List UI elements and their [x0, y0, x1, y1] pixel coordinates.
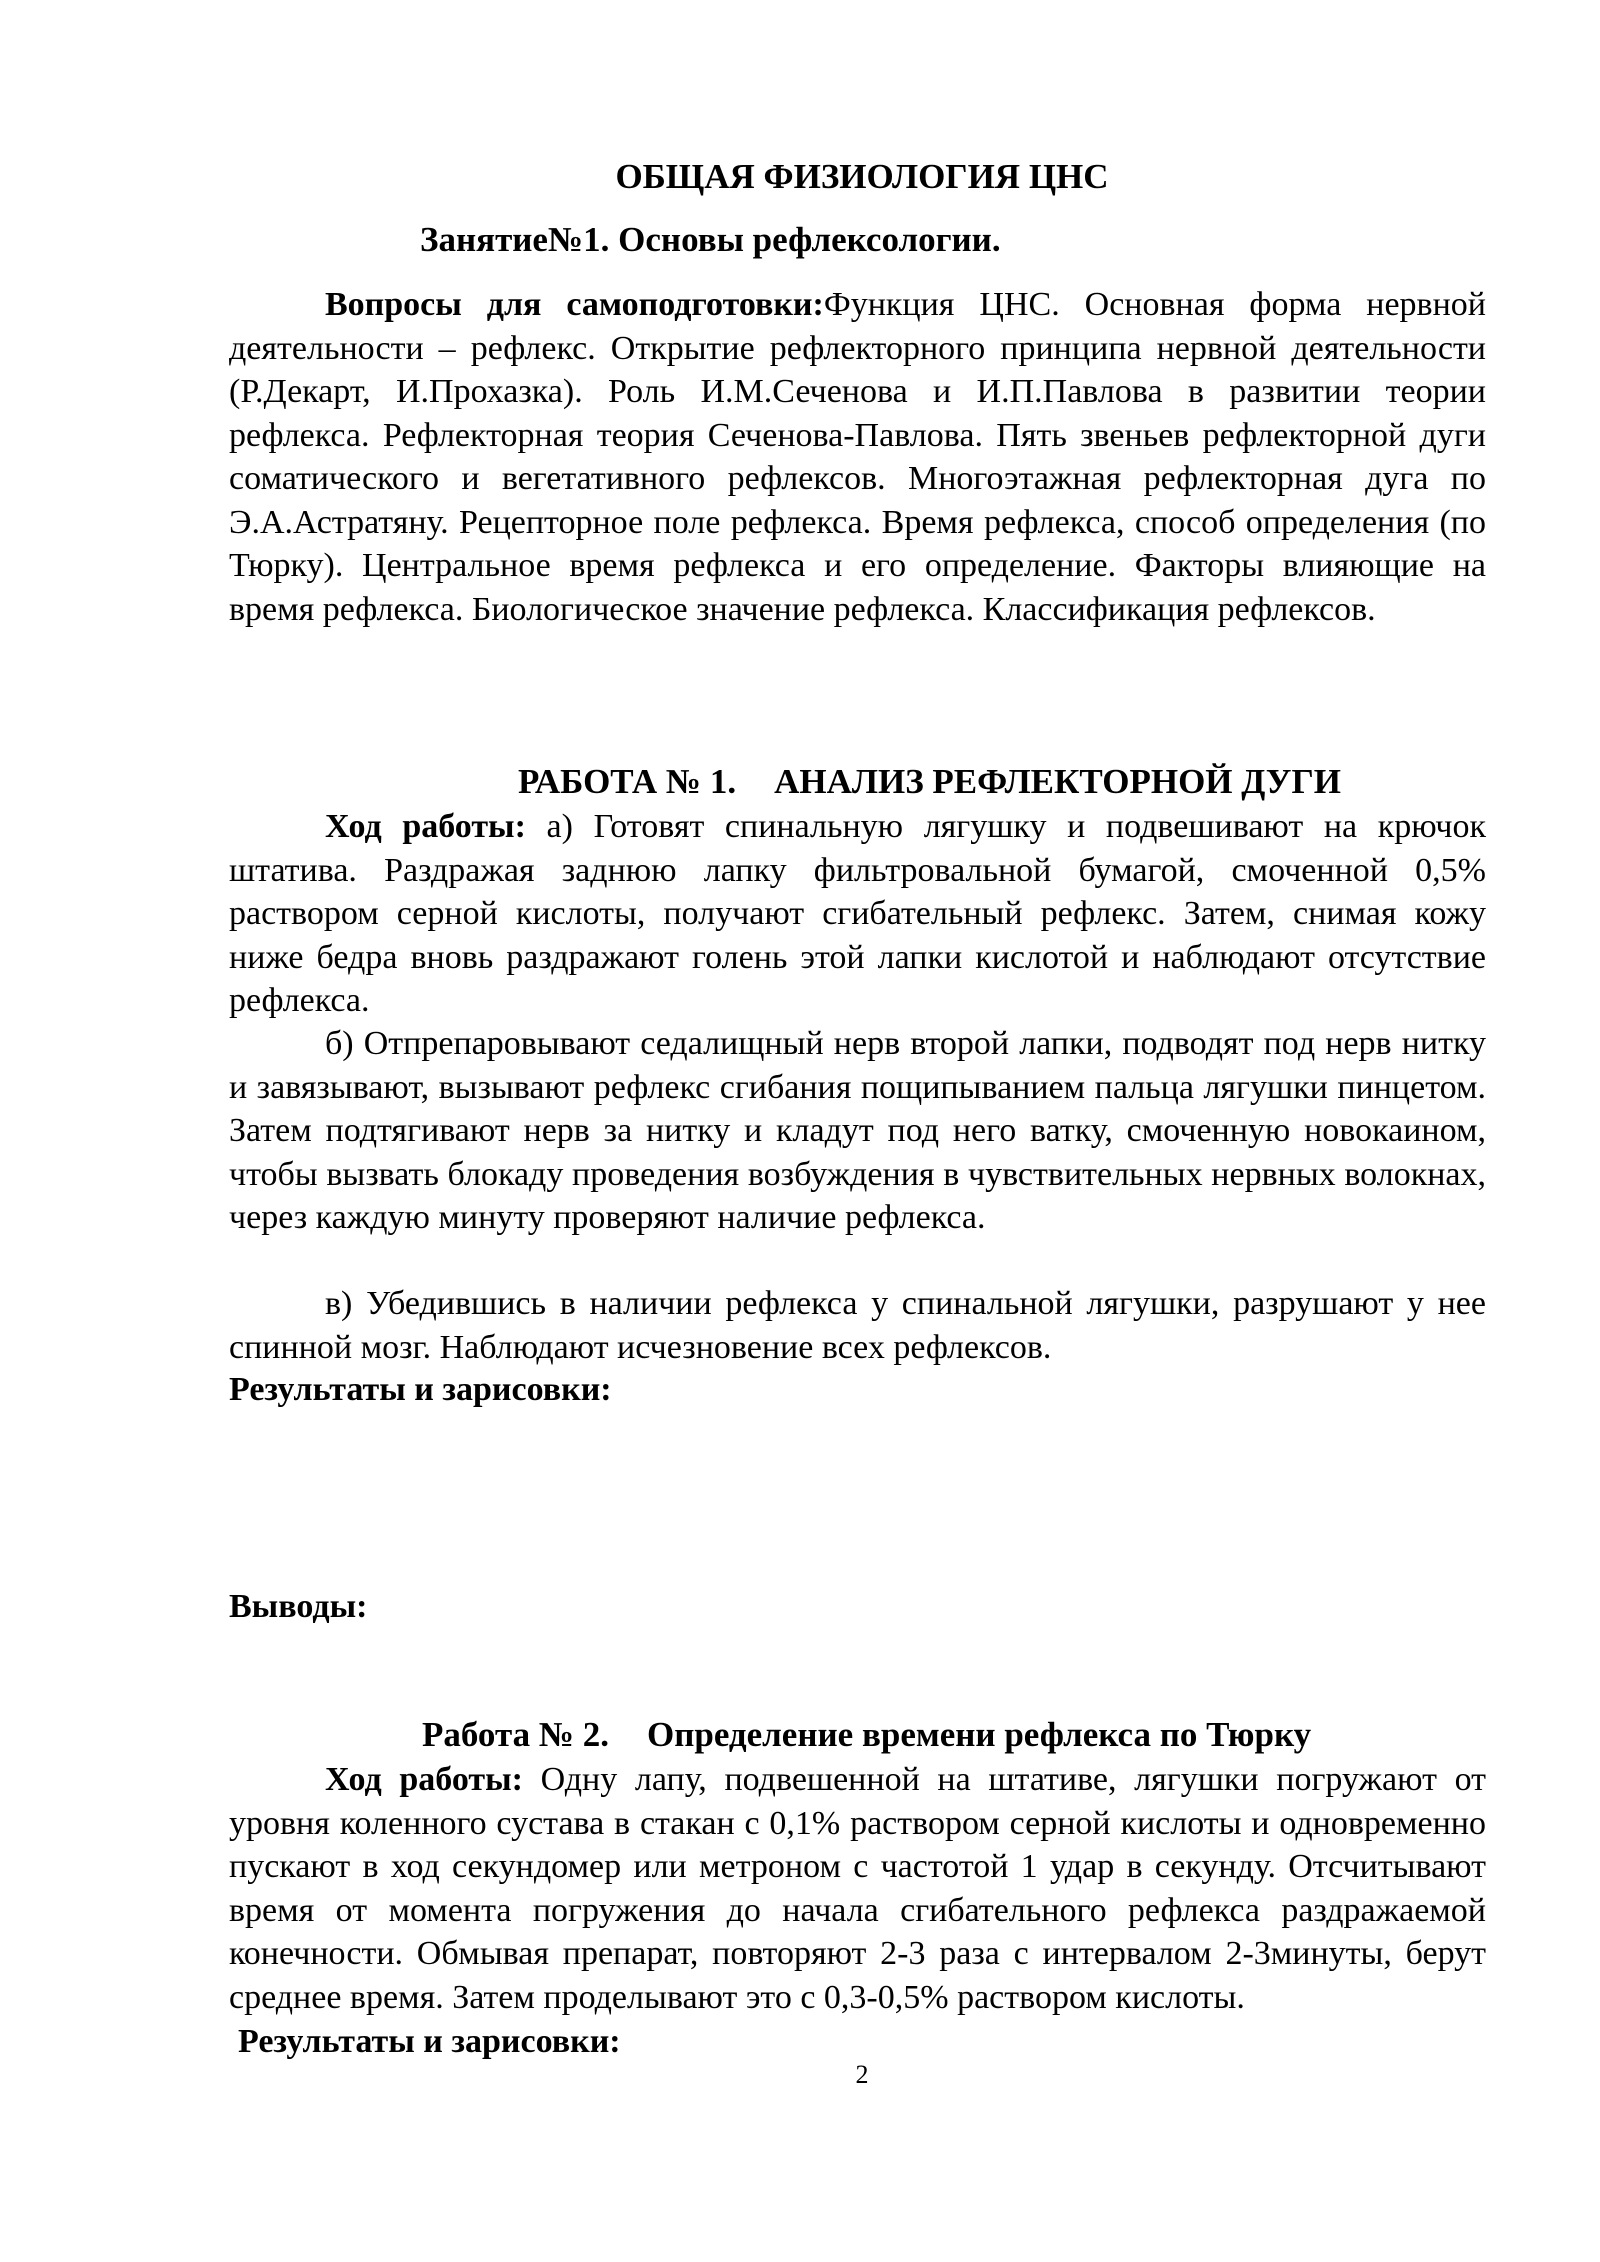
- work1-step-c-text: в) Убедившись в наличии рефлекса у спинальной лягушки, разрушают у нее спинной мозг. Наблюдают исчезновение всех рефлексов.: [229, 1285, 1486, 1366]
- page-number: 2: [855, 2060, 869, 2089]
- work1-step-a-text: а) Готовят спинальную лягушку и подвешивают на крючок штатива. Раздражая заднюю лапку фильтровальной бумагой, смоченной 0,5% раствором серной кислоты, получают сгибательный рефлекс. Затем, снимая кожу ниже бедра вновь раздражают голень этой лапки кислотой и наблюдают отсутствие рефлекса.: [229, 808, 1486, 1019]
- work2-procedure-label: Ход работы:: [325, 1761, 523, 1798]
- questions-text: Функция ЦНС. Основная форма нервной деятельности – рефлекс. Открытие рефлекторного принципа нервной деятельности (Р.Декарт, И.Прохазка). Роль И.М.Сеченова и И.П.Павлова в развитии теории рефлекса. Рефлекторная теория Сеченова-Павлова. Пять звеньев рефлекторной дуги соматического и вегетативного рефлексов. Многоэтажная рефлекторная дуга по Э.А.Астратяну. Рецепторное поле рефлекса. Время рефлекса, способ определения (по Тюрку). Центральное время рефлекса и его определение. Факторы влияющие на время рефлекса. Биологическое значение рефлекса. Классификация рефлексов.: [229, 286, 1486, 628]
- questions-label: Вопросы для самоподготовки:: [325, 286, 824, 323]
- work1-number: РАБОТА № 1.: [518, 762, 737, 801]
- questions-paragraph: [229, 283, 1486, 631]
- page-title: ОБЩАЯ ФИЗИОЛОГИЯ ЦНС: [615, 157, 1109, 196]
- work2-title: Определение времени рефлекса по Тюрку: [647, 1715, 1312, 1754]
- work1-conclusions-label: Выводы:: [229, 1588, 368, 1625]
- work2-procedure: [229, 1758, 1486, 2019]
- work2-number: Работа № 2.: [422, 1715, 609, 1754]
- work1-results-label: Результаты и зарисовки:: [229, 1371, 612, 1408]
- work2-heading: [422, 1713, 1311, 1757]
- work2-results-label: Результаты и зарисовки:: [238, 2023, 621, 2060]
- work2-procedure-text: Одну лапу, подвешенной на штативе, лягушки погружают от уровня коленного сустава в стакан с 0,1% раствором серной кислоты и одновременно пускают в ход секундомер или метроном с частотой 1 удар в секунду. Отсчитывают время от момента погружения до начала сгибательного рефлекса раздражаемой конечности. Обмывая препарат, повторяют 2-3 раза с интервалом 2-3минуты, берут среднее время. Затем проделывают это с 0,3-0,5% раствором кислоты.: [229, 1761, 1486, 2016]
- work1-heading: [518, 760, 1341, 804]
- lesson-title: Занятие№1. Основы рефлексологии.: [420, 220, 1001, 259]
- work1-step-a: [229, 805, 1486, 1023]
- work1-step-b: [229, 1022, 1486, 1240]
- work1-step-b-text: б) Отпрепаровывают седалищный нерв второй лапки, подводят под нерв нитку и завязывают, вызывают рефлекс сгибания пощипыванием пальца лягушки пинцетом. Затем подтягивают нерв за нитку и кладут под него ватку, смоченную новокаином, чтобы вызвать блокаду проведения возбуждения в чувствительных нервных волокнах, через каждую минуту проверяют наличие рефлекса.: [229, 1025, 1486, 1236]
- work1-title: АНАЛИЗ РЕФЛЕКТОРНОЙ ДУГИ: [774, 762, 1341, 801]
- work1-procedure-label: Ход работы:: [325, 808, 526, 845]
- work1-step-c: [229, 1282, 1486, 1369]
